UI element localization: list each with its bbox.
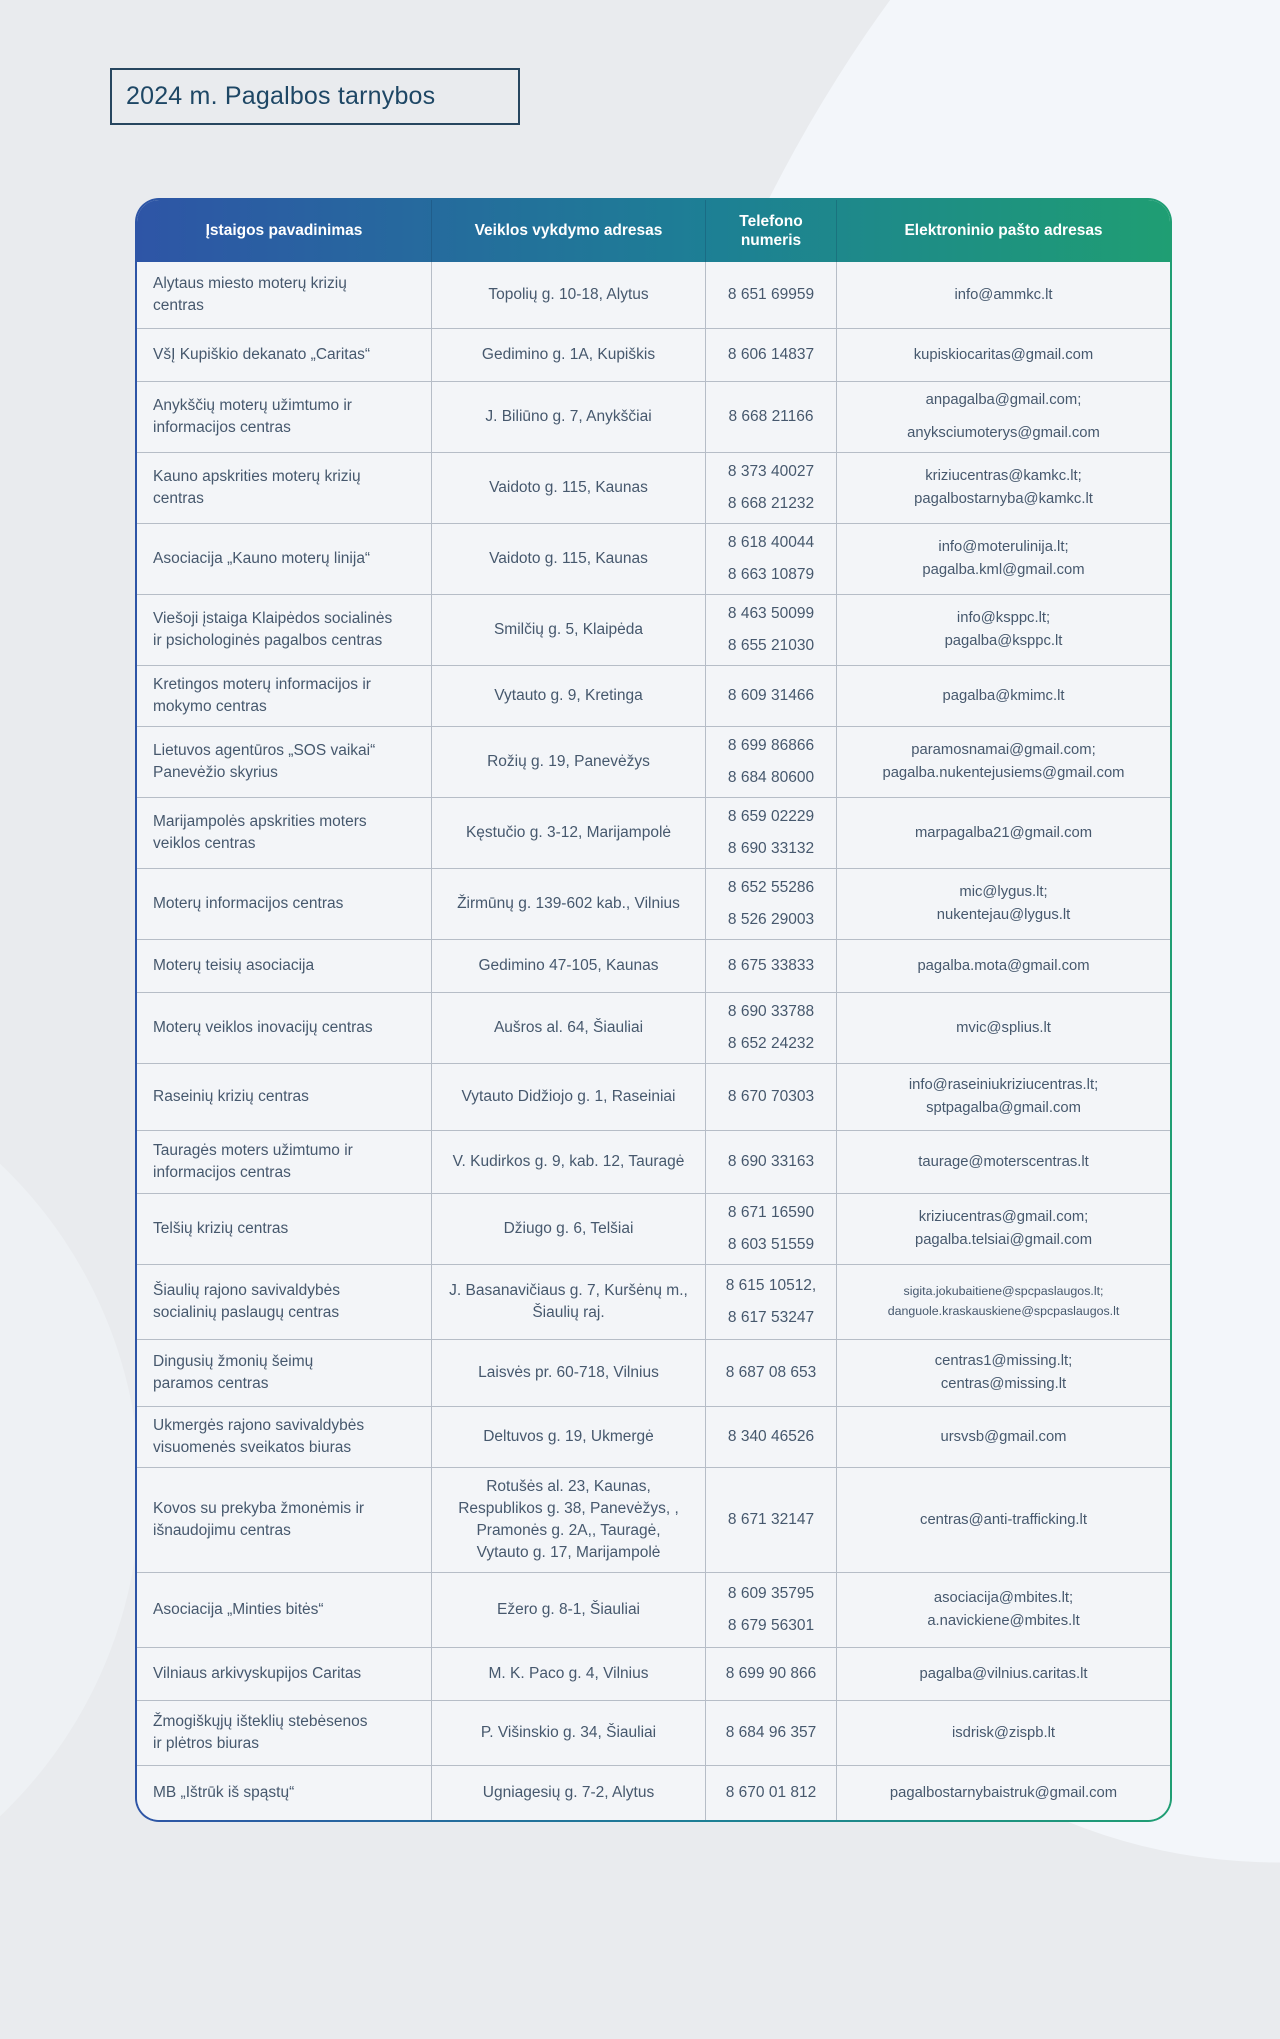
cell-institution-name bbox=[137, 1194, 432, 1264]
cell-line: centras1@missing.lt; bbox=[934, 1353, 1073, 1369]
cell-line: mvic@splius.lt bbox=[956, 1019, 1051, 1036]
cell-line: 8 690 33788 bbox=[727, 1003, 815, 1020]
cell-email bbox=[837, 727, 1170, 797]
table-row bbox=[137, 940, 1170, 993]
cell-address bbox=[432, 798, 706, 868]
cell-phone bbox=[706, 1340, 837, 1406]
table-row bbox=[137, 1701, 1170, 1766]
cell-line: 8 668 21166 bbox=[728, 408, 814, 425]
table-row bbox=[137, 1766, 1170, 1820]
cell-address bbox=[432, 1648, 706, 1700]
cell-line: MB „Ištrūk iš spąstų“ bbox=[153, 1784, 295, 1801]
cell-phone bbox=[706, 1265, 837, 1339]
cell-address bbox=[432, 1265, 706, 1339]
cell-line: Gedimino 47-105, Kaunas bbox=[478, 957, 659, 974]
cell-institution-name bbox=[137, 940, 432, 992]
cell-address bbox=[432, 1194, 706, 1264]
cell-line: 8 615 10512, bbox=[725, 1277, 817, 1294]
cell-email bbox=[837, 1064, 1170, 1130]
cell-institution-name bbox=[137, 1573, 432, 1647]
cell-line: 8 606 14837 bbox=[727, 346, 815, 363]
cell-institution-name bbox=[137, 1407, 432, 1467]
cell-address bbox=[432, 940, 706, 992]
cell-line: socialinių paslaugų centras bbox=[153, 1304, 340, 1321]
cell-line: 8 340 46526 bbox=[727, 1428, 815, 1445]
cell-email bbox=[837, 524, 1170, 594]
cell-line: kupiskiocaritas@gmail.com bbox=[913, 346, 1094, 363]
cell-institution-name bbox=[137, 869, 432, 939]
cell-phone bbox=[706, 1194, 837, 1264]
cell-address bbox=[432, 869, 706, 939]
cell-line: Kretingos moterų informacijos ir bbox=[153, 676, 371, 693]
cell-address bbox=[432, 1131, 706, 1193]
cell-institution-name bbox=[137, 524, 432, 594]
cell-line: pagalbostarnyba@kamkc.lt bbox=[914, 491, 1093, 507]
cell-email bbox=[837, 1407, 1170, 1467]
cell-address bbox=[432, 1766, 706, 1820]
cell-address bbox=[432, 993, 706, 1063]
cell-line: mic@lygus.lt; bbox=[959, 884, 1048, 900]
cell-line: paramosnamai@gmail.com; bbox=[911, 742, 1096, 758]
cell-line: išnaudojimu centras bbox=[153, 1522, 291, 1539]
cell-line: veiklos centras bbox=[153, 835, 256, 852]
header-email-address: Elektroninio pašto adresas bbox=[904, 222, 1103, 240]
cell-institution-name bbox=[137, 1468, 432, 1572]
cell-line: 8 690 33163 bbox=[727, 1153, 815, 1170]
table-row bbox=[137, 798, 1170, 869]
cell-line: Vilniaus arkivyskupijos Caritas bbox=[153, 1665, 362, 1682]
cell-email bbox=[837, 262, 1170, 328]
cell-line: 8 671 32147 bbox=[727, 1511, 815, 1528]
cell-address bbox=[432, 727, 706, 797]
cell-line: info@ammkc.lt bbox=[954, 286, 1053, 303]
cell-address bbox=[432, 1573, 706, 1647]
table-row bbox=[137, 595, 1170, 666]
table-row bbox=[137, 262, 1170, 329]
table-row bbox=[137, 1407, 1170, 1468]
cell-line: Moterų informacijos centras bbox=[153, 895, 344, 912]
cell-line: Panevėžio skyrius bbox=[153, 764, 278, 781]
cell-line: 8 671 16590 bbox=[727, 1204, 815, 1221]
table-header-row bbox=[137, 200, 1170, 262]
table-row bbox=[137, 1131, 1170, 1194]
cell-institution-name bbox=[137, 1064, 432, 1130]
cell-institution-name bbox=[137, 595, 432, 665]
table-row bbox=[137, 1340, 1170, 1407]
cell-email bbox=[837, 1468, 1170, 1572]
cell-line: kriziucentras@gmail.com; bbox=[918, 1209, 1089, 1225]
cell-line: 8 609 35795 bbox=[727, 1585, 815, 1602]
cell-line: 8 655 21030 bbox=[727, 637, 815, 654]
header-phone-number: Telefono numeris bbox=[706, 200, 837, 262]
cell-phone bbox=[706, 1648, 837, 1700]
table-row bbox=[137, 1468, 1170, 1573]
header-institution-name: Įstaigos pavadinimas bbox=[137, 200, 432, 262]
cell-line: Marijampolės apskrities moters bbox=[153, 813, 367, 830]
cell-institution-name bbox=[137, 798, 432, 868]
table-row bbox=[137, 382, 1170, 453]
page-title: 2024 m. Pagalbos tarnybos bbox=[126, 82, 436, 110]
cell-line: 8 463 50099 bbox=[727, 605, 815, 622]
cell-line: info@raseiniukriziucentras.lt; bbox=[908, 1077, 1099, 1093]
cell-line: 8 699 90 866 bbox=[725, 1665, 817, 1682]
cell-line: Kęstučio g. 3-12, Marijampolė bbox=[465, 824, 672, 841]
cell-address bbox=[432, 329, 706, 381]
cell-line: sptpagalba@gmail.com bbox=[926, 1100, 1081, 1116]
cell-institution-name bbox=[137, 262, 432, 328]
cell-line: Vytauto Didžiojo g. 1, Raseiniai bbox=[461, 1088, 676, 1105]
cell-institution-name bbox=[137, 1265, 432, 1339]
cell-email bbox=[837, 1701, 1170, 1765]
cell-phone bbox=[706, 666, 837, 726]
table-row bbox=[137, 869, 1170, 940]
cell-phone bbox=[706, 1701, 837, 1765]
cell-line: anpagalba@gmail.com; bbox=[925, 392, 1082, 408]
cell-phone bbox=[706, 1131, 837, 1193]
cell-line: ir psichologinės pagalbos centras bbox=[153, 632, 383, 649]
cell-line: 8 373 40027 bbox=[727, 463, 815, 480]
cell-email bbox=[837, 1194, 1170, 1264]
cell-line: Rožių g. 19, Panevėžys bbox=[487, 753, 650, 770]
cell-address bbox=[432, 666, 706, 726]
cell-line: info@ksppc.lt; bbox=[956, 610, 1051, 626]
table-row bbox=[137, 666, 1170, 727]
cell-line: 8 603 51559 bbox=[727, 1236, 815, 1253]
cell-email bbox=[837, 382, 1170, 452]
cell-line: 8 652 55286 bbox=[727, 879, 815, 896]
cell-line: Vytauto g. 9, Kretinga bbox=[494, 687, 643, 704]
cell-line: anyksciumoterys@gmail.com bbox=[907, 425, 1100, 441]
cell-line: P. Višinskio g. 34, Šiauliai bbox=[480, 1724, 657, 1741]
cell-line: Deltuvos g. 19, Ukmergė bbox=[483, 1428, 654, 1445]
cell-line: pagalba.kml@gmail.com bbox=[922, 562, 1085, 578]
cell-institution-name bbox=[137, 1131, 432, 1193]
cell-line: 8 659 02229 bbox=[727, 808, 815, 825]
cell-institution-name bbox=[137, 1766, 432, 1820]
cell-address bbox=[432, 524, 706, 594]
cell-line: asociacija@mbites.lt; bbox=[933, 1590, 1074, 1606]
cell-phone bbox=[706, 798, 837, 868]
cell-line: a.navickiene@mbites.lt bbox=[927, 1613, 1080, 1629]
cell-line: isdrisk@zispb.lt bbox=[951, 1724, 1055, 1741]
cell-email bbox=[837, 869, 1170, 939]
header-activity-address: Veiklos vykdymo adresas bbox=[432, 200, 706, 262]
cell-line: pagalba@kmimc.lt bbox=[942, 687, 1065, 704]
cell-phone bbox=[706, 869, 837, 939]
cell-line: 8 618 40044 bbox=[727, 534, 815, 551]
cell-line: info@moterulinija.lt; bbox=[938, 539, 1069, 555]
cell-email bbox=[837, 1573, 1170, 1647]
cell-line: visuomenės sveikatos biuras bbox=[153, 1439, 352, 1456]
cell-line: Žmogiškųjų išteklių stebėsenos bbox=[153, 1713, 368, 1730]
cell-line: centras bbox=[153, 297, 204, 314]
cell-phone bbox=[706, 1407, 837, 1467]
cell-line: centras@missing.lt bbox=[940, 1376, 1067, 1392]
cell-phone bbox=[706, 453, 837, 523]
cell-line: pagalba.nukentejusiems@gmail.com bbox=[882, 765, 1125, 781]
cell-line: Pramonės g. 2A,, Tauragė, bbox=[476, 1522, 661, 1539]
cell-institution-name bbox=[137, 1340, 432, 1406]
help-services-table-inner bbox=[137, 200, 1170, 1820]
cell-line: Tauragės moters užimtumo ir bbox=[153, 1142, 353, 1159]
cell-line: ursvsb@gmail.com bbox=[940, 1428, 1067, 1445]
cell-email bbox=[837, 329, 1170, 381]
cell-line: Vaidoto g. 115, Kaunas bbox=[489, 550, 648, 567]
cell-line: Kovos su prekyba žmonėmis ir bbox=[153, 1500, 365, 1517]
cell-phone bbox=[706, 595, 837, 665]
cell-line: 8 670 70303 bbox=[727, 1088, 815, 1105]
cell-line: pagalba.telsiai@gmail.com bbox=[914, 1232, 1093, 1248]
cell-phone bbox=[706, 727, 837, 797]
cell-line: Ugniagesių g. 7-2, Alytus bbox=[482, 1784, 655, 1801]
cell-email bbox=[837, 1131, 1170, 1193]
cell-institution-name bbox=[137, 727, 432, 797]
cell-line: Vaidoto g. 115, Kaunas bbox=[489, 479, 648, 496]
cell-line: Džiugo g. 6, Telšiai bbox=[503, 1220, 634, 1237]
cell-line: 8 679 56301 bbox=[727, 1617, 815, 1634]
cell-phone bbox=[706, 1064, 837, 1130]
cell-institution-name bbox=[137, 329, 432, 381]
cell-line: Anykščių moterų užimtumo ir bbox=[153, 397, 352, 414]
cell-line: 8 652 24232 bbox=[727, 1035, 815, 1052]
cell-line: Ukmergės rajono savivaldybės bbox=[153, 1417, 365, 1434]
table-row bbox=[137, 1194, 1170, 1265]
table-row bbox=[137, 1064, 1170, 1131]
table-row bbox=[137, 993, 1170, 1064]
cell-line: 8 651 69959 bbox=[727, 286, 815, 303]
cell-email bbox=[837, 993, 1170, 1063]
cell-line: Žirmūnų g. 139-602 kab., Vilnius bbox=[457, 895, 680, 912]
cell-line: 8 699 86866 bbox=[727, 737, 815, 754]
cell-line: centras bbox=[153, 490, 204, 507]
cell-line: Dingusių žmonių šeimų bbox=[153, 1353, 314, 1370]
cell-line: 8 663 10879 bbox=[727, 566, 815, 583]
cell-address bbox=[432, 1468, 706, 1572]
cell-line: V. Kudirkos g. 9, kab. 12, Tauragė bbox=[452, 1153, 685, 1170]
cell-line: informacijos centras bbox=[153, 1164, 291, 1181]
cell-phone bbox=[706, 382, 837, 452]
cell-line: pagalba.mota@gmail.com bbox=[917, 957, 1090, 974]
cell-line: informacijos centras bbox=[153, 419, 291, 436]
cell-line: 8 670 01 812 bbox=[725, 1784, 817, 1801]
cell-line: Aušros al. 64, Šiauliai bbox=[493, 1019, 644, 1036]
cell-email bbox=[837, 595, 1170, 665]
cell-line: paramos centras bbox=[153, 1375, 269, 1392]
cell-line: J. Biliūno g. 7, Anykščiai bbox=[485, 408, 652, 425]
cell-line: J. Basanavičiaus g. 7, Kuršėnų m., bbox=[449, 1282, 688, 1299]
cell-line: Telšių krizių centras bbox=[153, 1220, 289, 1237]
cell-phone bbox=[706, 993, 837, 1063]
cell-line: 8 675 33833 bbox=[727, 957, 815, 974]
cell-institution-name bbox=[137, 1648, 432, 1700]
cell-address bbox=[432, 595, 706, 665]
table-row bbox=[137, 453, 1170, 524]
cell-line: Vytauto g. 17, Marijampolė bbox=[476, 1544, 661, 1561]
cell-line: Šiaulių raj. bbox=[532, 1304, 605, 1321]
cell-phone bbox=[706, 1468, 837, 1572]
cell-line: 8 690 33132 bbox=[727, 840, 815, 857]
cell-email bbox=[837, 940, 1170, 992]
help-services-table bbox=[135, 198, 1172, 1822]
table-row bbox=[137, 727, 1170, 798]
cell-email bbox=[837, 1265, 1170, 1339]
cell-address bbox=[432, 1340, 706, 1406]
cell-phone bbox=[706, 262, 837, 328]
cell-line: Moterų veiklos inovacijų centras bbox=[153, 1019, 373, 1036]
cell-line: Šiaulių rajono savivaldybės bbox=[153, 1282, 340, 1299]
cell-line: 8 609 31466 bbox=[727, 687, 815, 704]
cell-line: danguole.kraskauskiene@spcpaslaugos.lt bbox=[887, 1304, 1120, 1318]
cell-line: Smilčių g. 5, Klaipėda bbox=[493, 621, 644, 638]
cell-institution-name bbox=[137, 993, 432, 1063]
cell-line: Moterų teisių asociacija bbox=[153, 957, 315, 974]
cell-phone bbox=[706, 1766, 837, 1820]
cell-line: Lietuvos agentūros „SOS vaikai“ bbox=[153, 742, 376, 759]
cell-line: Topolių g. 10-18, Alytus bbox=[488, 286, 649, 303]
cell-line: Viešoji įstaiga Klaipėdos socialinės bbox=[153, 610, 393, 627]
cell-address bbox=[432, 1407, 706, 1467]
cell-line: 8 687 08 653 bbox=[725, 1364, 817, 1381]
table-row bbox=[137, 1573, 1170, 1648]
cell-line: Kauno apskrities moterų krizių bbox=[153, 468, 361, 485]
cell-line: Asociacija „Minties bitės“ bbox=[153, 1601, 324, 1618]
cell-line: VšĮ Kupiškio dekanato „Caritas“ bbox=[153, 346, 371, 363]
cell-institution-name bbox=[137, 1701, 432, 1765]
cell-line: Rotušės al. 23, Kaunas, bbox=[486, 1478, 651, 1495]
cell-line: M. K. Paco g. 4, Vilnius bbox=[488, 1665, 649, 1682]
cell-line: nukentejau@lygus.lt bbox=[936, 907, 1071, 923]
cell-line: 8 668 21232 bbox=[727, 495, 815, 512]
cell-phone bbox=[706, 1573, 837, 1647]
cell-line: Respublikos g. 38, Panevėžys, , bbox=[458, 1500, 679, 1517]
cell-address bbox=[432, 1064, 706, 1130]
table-row bbox=[137, 1265, 1170, 1340]
cell-line: pagalba@ksppc.lt bbox=[944, 633, 1063, 649]
cell-line: pagalbostarnybaistruk@gmail.com bbox=[889, 1784, 1118, 1801]
cell-line: Raseinių krizių centras bbox=[153, 1088, 309, 1105]
cell-line: Ežero g. 8-1, Šiauliai bbox=[496, 1601, 641, 1618]
cell-line: pagalba@vilnius.caritas.lt bbox=[919, 1665, 1088, 1682]
table-body bbox=[137, 262, 1170, 1820]
cell-email bbox=[837, 666, 1170, 726]
cell-line: Alytaus miesto moterų krizių bbox=[153, 275, 347, 292]
cell-line: 8 684 80600 bbox=[727, 769, 815, 786]
cell-line: mokymo centras bbox=[153, 698, 267, 715]
cell-line: 8 684 96 357 bbox=[725, 1724, 817, 1741]
cell-address bbox=[432, 262, 706, 328]
cell-email bbox=[837, 1340, 1170, 1406]
cell-line: ir plėtros biuras bbox=[153, 1735, 259, 1752]
cell-email bbox=[837, 798, 1170, 868]
cell-institution-name bbox=[137, 666, 432, 726]
cell-address bbox=[432, 453, 706, 523]
cell-institution-name bbox=[137, 453, 432, 523]
cell-line: taurage@moterscentras.lt bbox=[918, 1153, 1089, 1170]
cell-line: 8 526 29003 bbox=[727, 911, 815, 928]
table-row bbox=[137, 329, 1170, 382]
cell-email bbox=[837, 1648, 1170, 1700]
cell-line: marpagalba21@gmail.com bbox=[914, 824, 1093, 841]
cell-email bbox=[837, 453, 1170, 523]
cell-line: 8 617 53247 bbox=[727, 1309, 815, 1326]
table-row bbox=[137, 524, 1170, 595]
cell-line: Asociacija „Kauno moterų linija“ bbox=[153, 550, 371, 567]
cell-line: kriziucentras@kamkc.lt; bbox=[925, 468, 1082, 484]
cell-phone bbox=[706, 524, 837, 594]
cell-phone bbox=[706, 329, 837, 381]
cell-line: sigita.jokubaitiene@spcpaslaugos.lt; bbox=[903, 1284, 1104, 1299]
cell-line: Gedimino g. 1A, Kupiškis bbox=[481, 346, 656, 363]
cell-address bbox=[432, 382, 706, 452]
cell-line: centras@anti-trafficking.lt bbox=[920, 1511, 1087, 1528]
cell-address bbox=[432, 1701, 706, 1765]
table-row bbox=[137, 1648, 1170, 1701]
cell-institution-name bbox=[137, 382, 432, 452]
page-title-box bbox=[110, 68, 520, 125]
cell-phone bbox=[706, 940, 837, 992]
cell-line: Laisvės pr. 60-718, Vilnius bbox=[478, 1364, 659, 1381]
cell-email bbox=[837, 1766, 1170, 1820]
